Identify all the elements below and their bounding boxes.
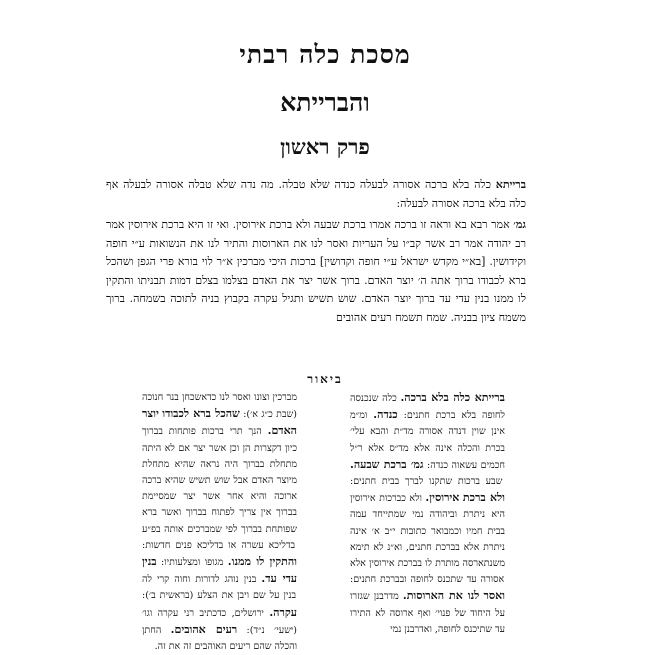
commentary-dibur-hamatchil: ולא ברכת [462,491,505,505]
commentary-dibur-hamatchil: יוצר האדם. [142,407,297,438]
gemara-line: אמר רבא בא וראה זו ברכה אמרו ברכת שבעה ולא ברכת אירוסין. ואי זו היא [187,218,510,231]
commentary-text: שהיא ברכה ארוכה והיא אחר אשר יצר [142,475,297,503]
gemara-line: לכבודו ברוך אתה ה׳ יוצר האדם. ברוך אשר יצר את האדם בצלמו בצלם דמות [169,273,505,287]
commentary-text: שמסיימת בברוך אין צריך לפתוח בברוך [142,491,297,519]
commentary-text: בברוך כיון דקצרות הן וכן אשר יצר אם [142,426,297,454]
commentary-text: מותרת לו בברכת אירוסין אלא אסורה [350,558,505,586]
main-text [106,176,526,330]
commentary-text: ירושלים, כדכתיב רני [183,607,270,619]
commentary-text: עד שתכנס לחופה ובברכת חתנים: [350,574,477,586]
commentary-dibur-hamatchil: עקרה. [269,605,297,619]
commentary-dibur-hamatchil: שהכל ברא לכבודו [162,407,240,421]
commentary-text: מדרבנן שגזרו על [350,591,505,619]
commentary-dibur-hamatchil: גמ׳ ברכת שבעה. [350,457,424,471]
gemara-line: ע״י חופה וקדושין] ברכות היכי מברכין א״ר לוי בורא פרי הגפן ושהכל ברא [106,255,527,287]
commentary-text: וכמבואר כתובות י״ב א׳ אינה ניתרת אלא [350,525,506,553]
baraita-body: כלה בלא ברכה אסורה לבעלה כנדה שלא טבלה. מה נדה שלא טבלה אסורה לבעלה אף כלה בלא ברכה אסורה לבעלה: [106,178,526,210]
tractate-title: מסכת כלה רבתי [239,40,411,69]
commentary-dibur-hamatchil: רעים אהובים. [170,622,238,636]
commentary-text: ואשר ברא שפותחת בברוך לפי שמברכים [142,507,298,535]
commentary-dibur-hamatchil: בנין עדי עד. [142,555,297,586]
chapter-title: פרק ראשון [280,134,370,159]
commentary-text: חכמים עשאוה כנדה: [427,459,505,471]
commentary-dibur-hamatchil: לנו את הארוסות. [402,589,480,603]
commentary-text: ומצלעותיו: [156,557,201,569]
commentary-dibur-hamatchil: ברייתא כלה בלא ברכה. [400,391,505,404]
commentary-text: אותה בפ״ע בדליכא עשרה או בדליכא [142,523,296,551]
commentary-text: לא היתה מתחלת בברוך היה נראה שהיא [142,442,297,470]
commentary-dibur-hamatchil: אירוסין. [425,491,460,505]
gemara-line: את הארוסות והתיר לנו את הנשואות ע״י חופה וקידושין. [בא״י מקדש ישראל [106,236,527,268]
commentary-dibur-hamatchil: ואסר [483,589,505,603]
commentary-text: והכלה שהם ריעים האוהבים זה את זה. [154,641,297,653]
commentary-right-column [350,390,505,638]
commentary-text: ומ״מ אינן שוין דנדה אסורה מד״ת והבא [350,410,505,438]
commentary-text: וחוה קרי לה בנין על שם ויבן את הצלע [142,574,297,602]
commentary-text: עקרה וגו׳ (ישעי׳ נ״ד): [142,607,298,636]
commentary-heading: ביאור [307,372,343,386]
gemara-lead: גמ׳ [513,218,526,231]
commentary-text: עד שתיכנס לחופה, ואדרבנן נמי [390,623,505,635]
commentary-left-column [142,390,297,655]
baraita-paragraph [106,176,526,213]
gemara-line: בקבוץ בניה לתוכה בשמחה. ברוך משמח ציון בבניה. שמח תשמח רעים אהובים [106,292,526,324]
commentary-text: פנים חדשות: [142,539,192,551]
commentary-text: לחופה בלא ברכת חתנים: [397,410,505,422]
commentary-text: שבע ברכות שתקנו [429,476,503,488]
commentary-text: וביהודה נמי שמתייחד עמה בבית חמיו [350,509,505,537]
commentary-text: ולא כברכות אירוסין היא ניתרת [350,493,505,521]
commentary-text: הנך תרי ברכות פותחות [168,426,268,438]
tractate-subtitle: והברייתא [280,88,370,117]
commentary-dibur-hamatchil: והתקין לו ממנו. [227,555,297,569]
commentary-dibur-hamatchil: כנדה. [373,408,398,422]
gemara-line: ברכת אירוסין אמר רב יהודה אמר רב אשר קב״ו על העריות ואסר לנו [106,218,527,250]
commentary-text: בברכת חתנים, וא״נ לא תימא משנתארסה [350,541,505,570]
commentary-text: לברך בבית חתנים: [350,476,424,488]
commentary-text: החתן [142,624,171,636]
commentary-text: מברכין וצונו ואסר לנו כדאשכחן בנר [166,392,297,403]
commentary-text: כלה שנכנסה [350,393,401,404]
commentary-text: בנין נוהג לדורות [195,574,262,586]
commentary-text: חנוכה (שבת כ״ג א׳): [142,392,297,421]
gemara-paragraph [106,216,526,327]
commentary-text: היחוד של פנוי׳ ואף ארוסה לא התירו [350,607,491,619]
commentary-text: (בראשית ב׳): [142,590,194,602]
commentary-text: מתחלת מיוצר האדם אבל שוש תשיש [142,458,297,487]
commentary-text: עלי׳ בכרת והכלה אינה אלא מד״ס אלא ר״ל [350,426,505,454]
gemara-line: תבניתו והתקין לו ממנו בנין עדי עד ברוך יוצר האדם. שוש תשיש ותגיל עקרה [106,273,526,305]
baraita-lead: ברייתא [495,178,527,191]
commentary-text: מגופו [204,557,228,569]
